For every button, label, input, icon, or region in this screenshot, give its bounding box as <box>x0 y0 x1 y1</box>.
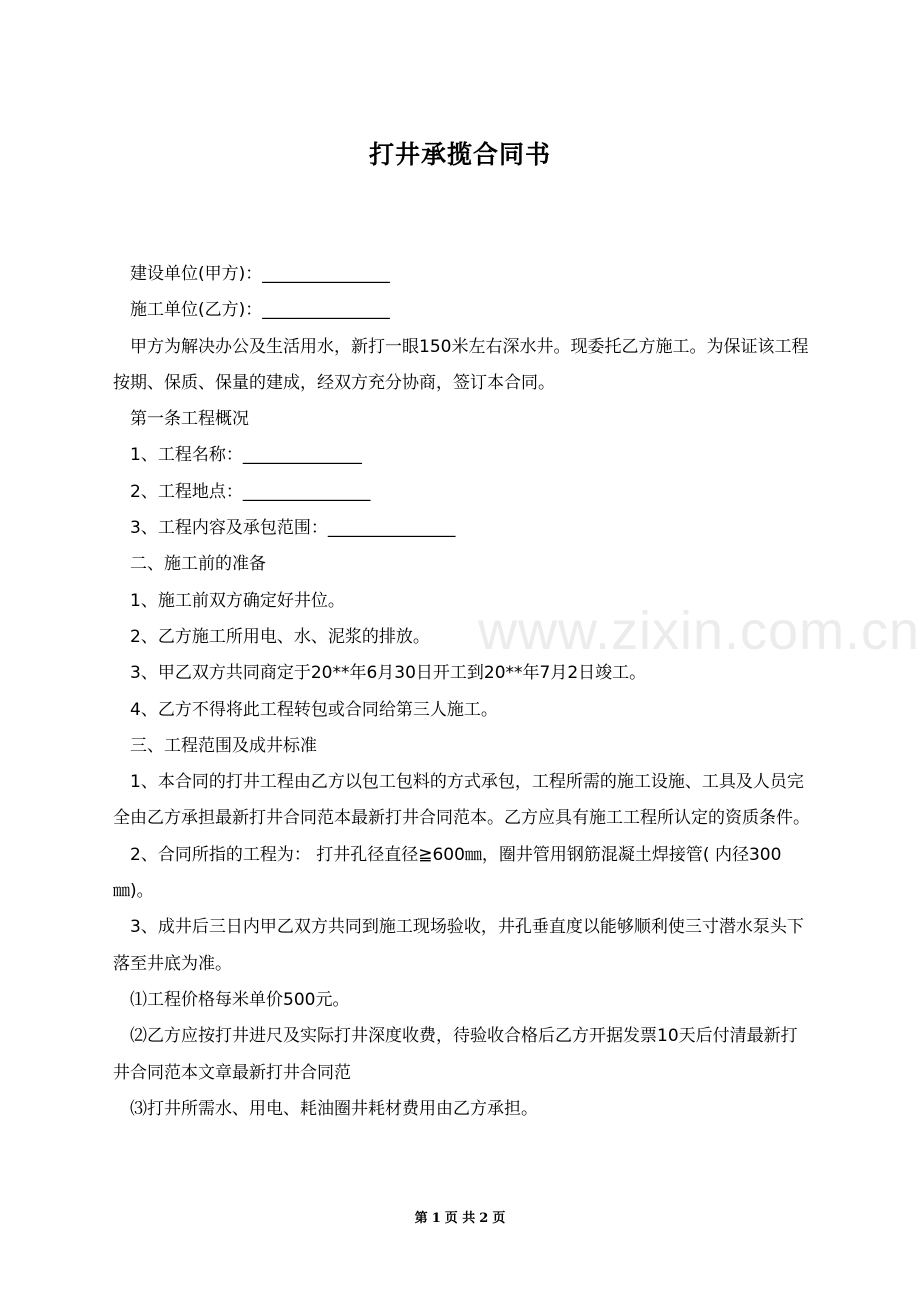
preamble-paragraph: 甲方为解决办公及生活用水，新打一眼150米左右深水井。现委托乙方施工。为保证该工程按期、保质、保量的建成，经双方充分协商，签订本合同。 <box>113 336 809 393</box>
clause-2-2: 2、乙方施工所用电、水、泥浆的排放。 <box>130 626 430 647</box>
watermark: www.zixin.com.cn <box>478 601 920 661</box>
project-location-line: 2、工程地点：_______________ <box>130 481 371 502</box>
clause-2-4: 4、乙方不得将此工程转包或合同给第三人施工。 <box>130 699 498 720</box>
clause-2-1: 1、施工前双方确定好井位。 <box>130 590 345 611</box>
page-footer <box>0 1207 920 1226</box>
clause-2-3: 3、甲乙双方共同商定于20**年6月30日开工到20**年7月2日竣工。 <box>130 663 647 684</box>
footer-suffix: 页 <box>492 1211 506 1226</box>
footer-mid: 页 共 <box>444 1211 476 1226</box>
party-a-line: 建设单位(甲方)：_______________ <box>130 264 390 284</box>
clause-3-3: 3、成井后三日内甲乙双方共同到施工现场验收，井孔垂直度以能够顺利使三寸潜水泵头下落至井底为准。 <box>113 917 804 974</box>
section-heading-1: 第一条工程概况 <box>130 409 249 430</box>
project-name-line: 1、工程名称：______________ <box>130 445 362 466</box>
footer-prefix: 第 <box>414 1211 428 1226</box>
party-b-line: 施工单位(乙方)：_______________ <box>130 300 390 321</box>
section-heading-3: 三、工程范围及成井标准 <box>130 735 317 756</box>
clause-3-2: 2、合同所指的工程为： 打井孔径直径≧600㎜，圈井管用钢筋混凝土焊接管( 内径300㎜)。 <box>113 844 782 902</box>
project-scope-line: 3、工程内容及承包范围：_______________ <box>130 518 456 539</box>
document-title: 打井承揽合同书 <box>368 139 551 169</box>
clause-3-1: 1、本合同的打井工程由乙方以包工包料的方式承包，工程所需的施工设施、工具及人员完全由乙方承担最新打井合同范本最新打井合同范本。乙方应具有施工工程所认定的资质条件。 <box>113 772 810 829</box>
price-item-2: ⑵乙方应按打井进尺及实际打井深度收费，待验收合格后乙方开据发票10天后付清最新打井合同范本文章最新打井合同范 <box>113 1026 798 1083</box>
section-heading-2: 二、施工前的准备 <box>130 554 266 575</box>
party-a-blank: _______________ <box>262 264 390 284</box>
footer-page-number: 1 <box>431 1211 441 1226</box>
price-item-1: ⑴工程价格每米单价500元。 <box>130 989 350 1010</box>
footer-total-pages: 2 <box>479 1211 489 1226</box>
price-item-3: ⑶打井所需水、用电、耗油圈井耗材费用由乙方承担。 <box>130 1098 538 1119</box>
contract-body <box>113 256 813 1127</box>
party-b-blank: _______________ <box>262 300 390 321</box>
